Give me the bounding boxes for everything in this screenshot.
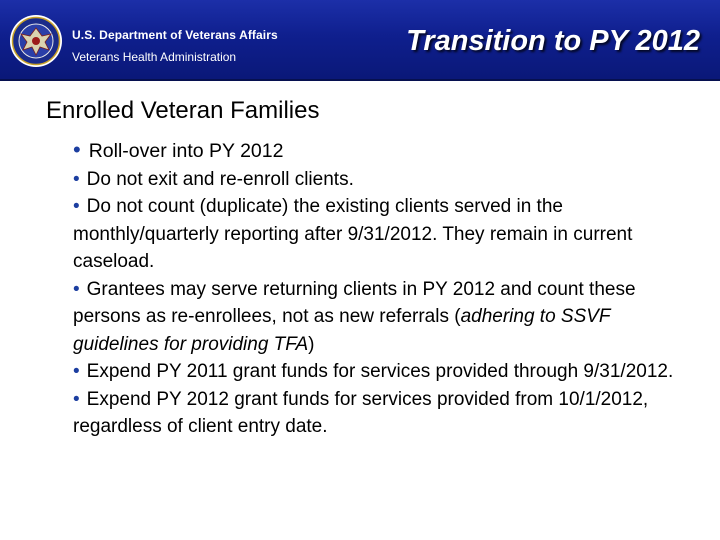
bullet-item <box>73 386 683 441</box>
administration-name: Veterans Health Administration <box>72 50 237 64</box>
bullet-item <box>73 166 683 194</box>
bullet-icon: • <box>73 388 80 410</box>
bullet-icon: • <box>73 168 80 190</box>
bullet-text: Roll-over into PY 2012 <box>88 140 284 162</box>
section-heading: Enrolled Veteran Families <box>46 97 320 124</box>
bullet-icon: • <box>73 196 80 217</box>
bullet-item <box>73 276 683 359</box>
bullet-item <box>73 136 683 166</box>
bullet-text: Grantees may serve returning clients in PY 2012 and count these persons as re-enrollees, not as new referrals ( <box>73 278 636 327</box>
bullet-emphasis: adhering to SSVF guidelines for providing TFA <box>73 306 611 355</box>
bullet-text-end: ) <box>308 333 315 355</box>
department-name: U.S. Department of Veterans Affairs <box>72 28 278 42</box>
header-banner <box>0 0 720 81</box>
bullet-icon: • <box>73 278 80 300</box>
bullet-text: Do not exit and re-enroll clients. <box>86 168 354 190</box>
bullet-text: Expend PY 2011 grant funds for services provided through 9/31/2012. <box>86 361 674 382</box>
bullet-list <box>73 136 683 441</box>
bullet-item <box>73 358 683 386</box>
va-seal-icon <box>9 14 63 68</box>
bullet-icon: • <box>73 361 80 382</box>
bullet-text: Expend PY 2012 grant funds for services provided from 10/1/2012, regardless of client entry date. <box>73 388 649 437</box>
bullet-text: Do not count (duplicate) the existing clients served in the monthly/quarterly reporting after 9/31/2012. They remain in current caseload. <box>73 196 633 272</box>
bullet-item <box>73 193 683 276</box>
bullet-icon: • <box>73 137 81 162</box>
slide-title: Transition to PY 2012 <box>406 25 700 57</box>
